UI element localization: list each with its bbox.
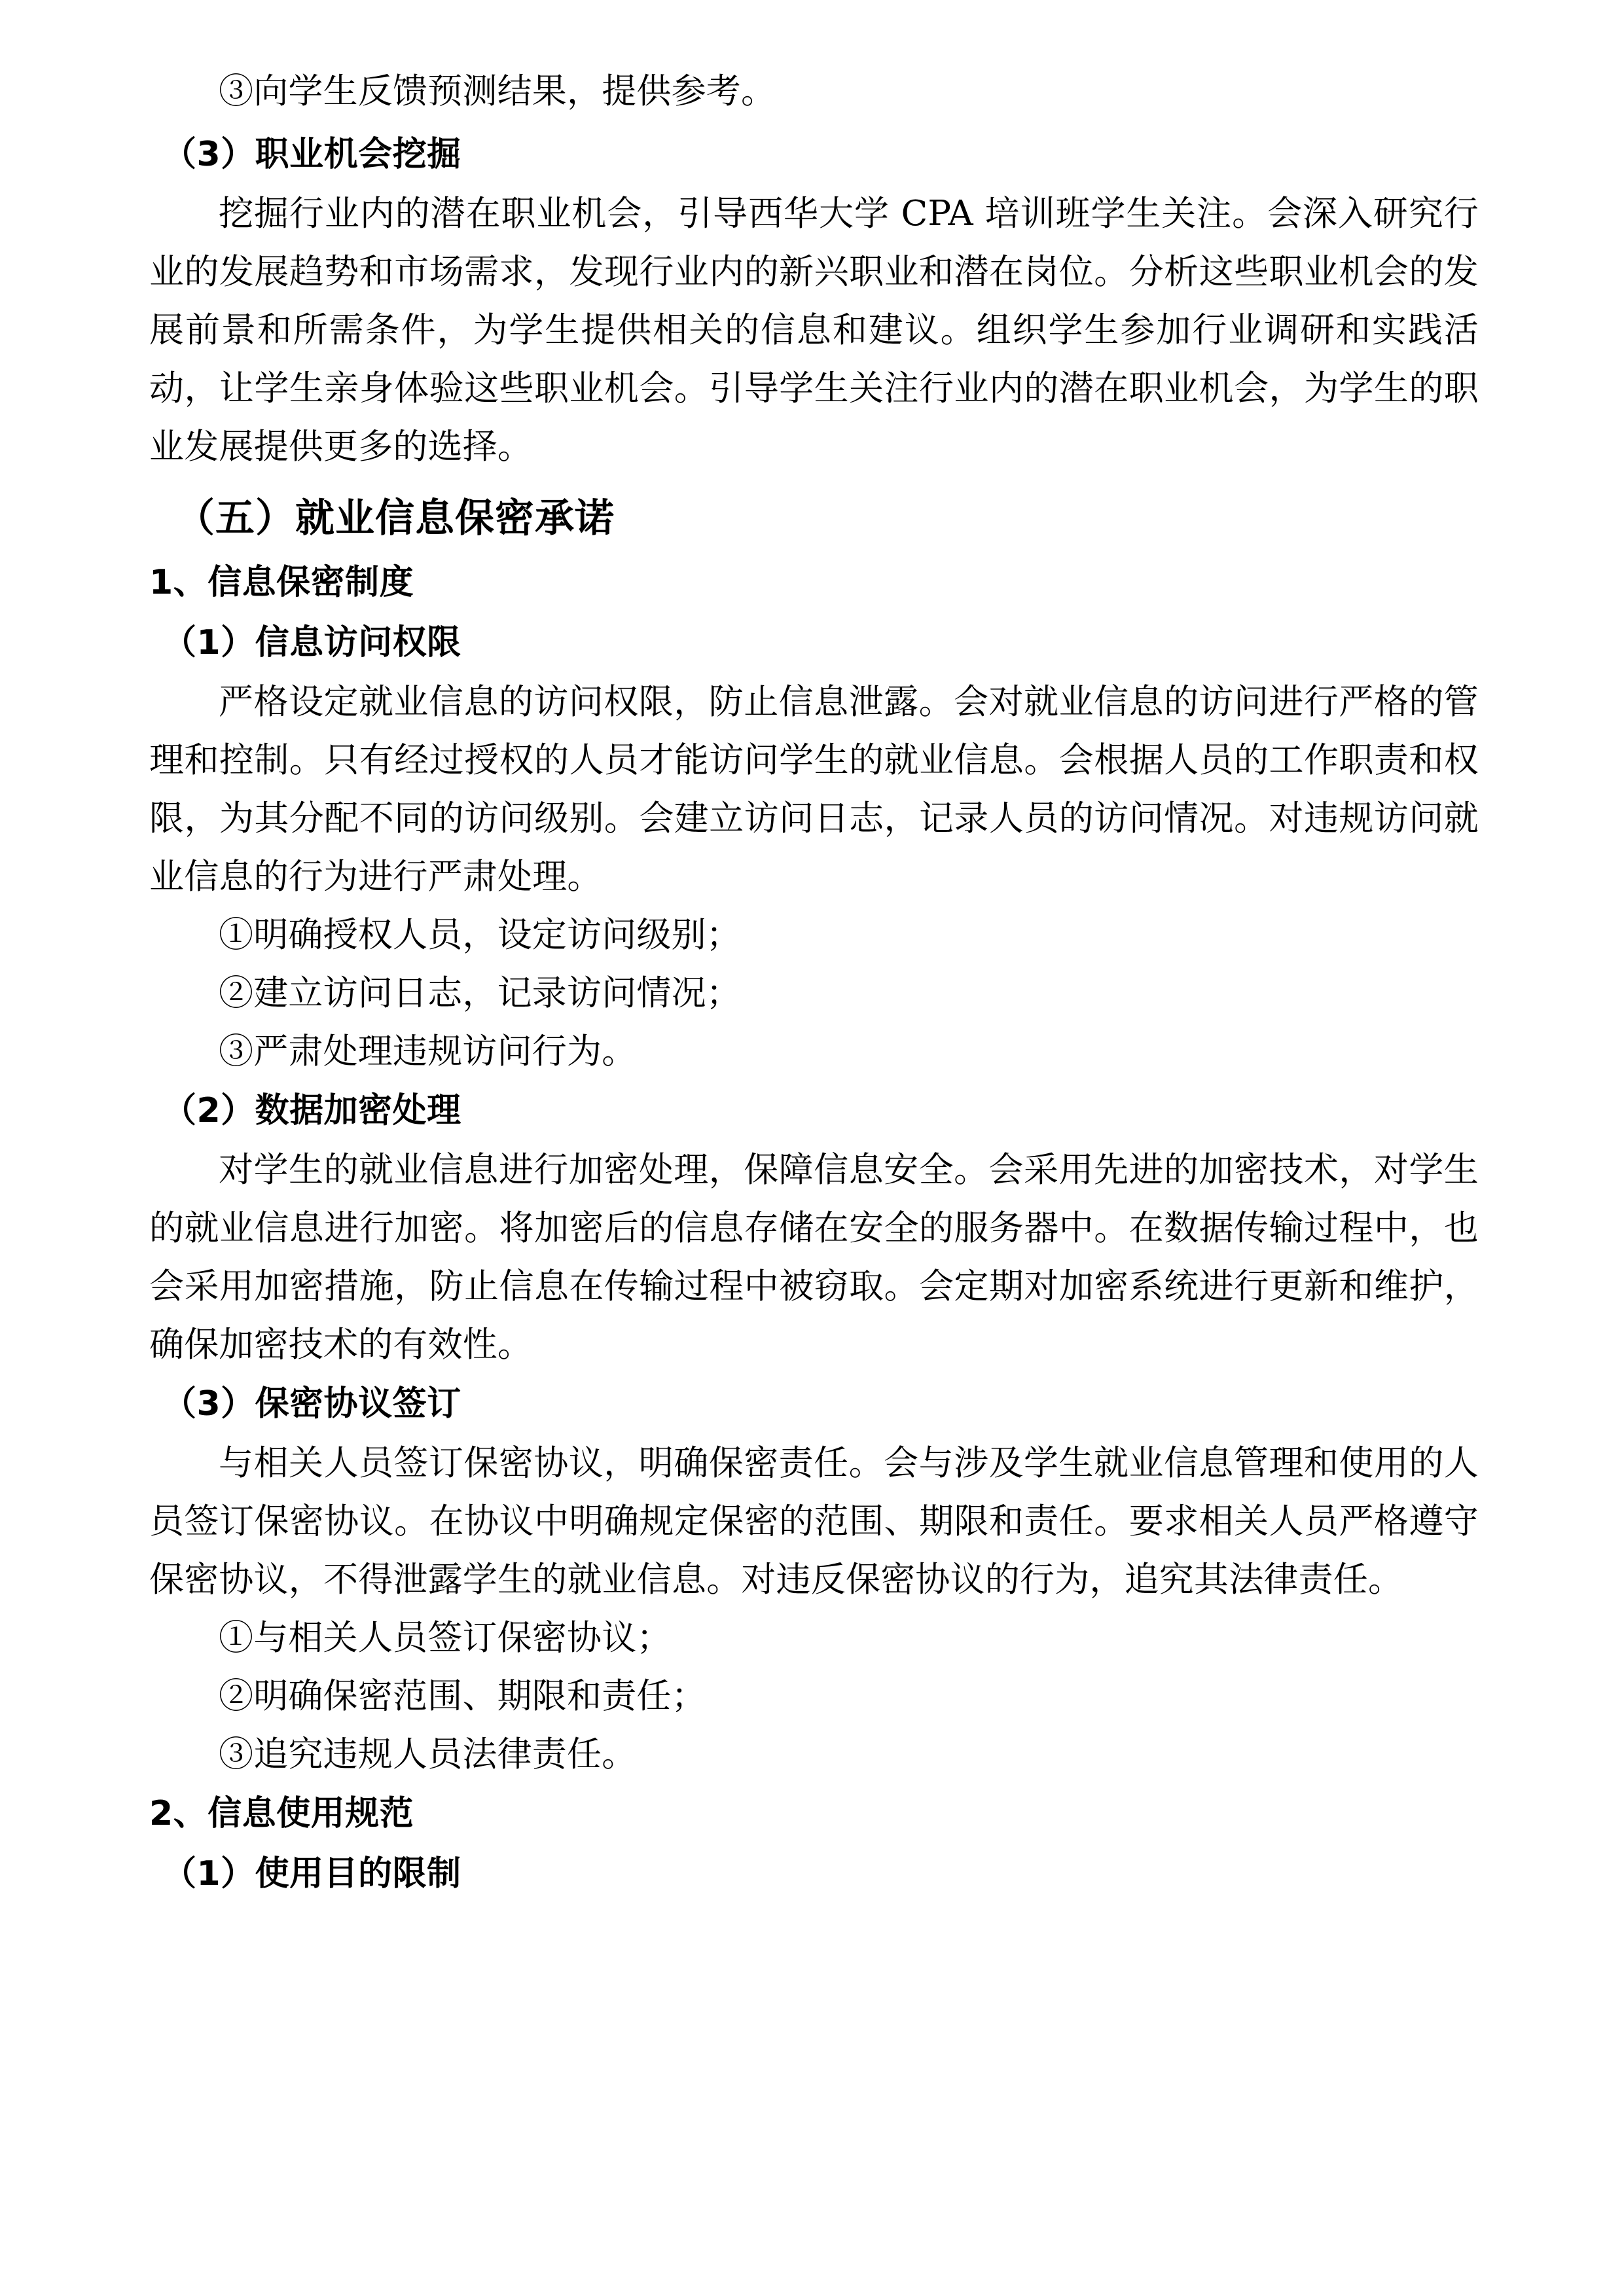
heading-confidentiality-system: 1、信息保密制度 [149,563,414,602]
heading-data-encryption: （2）数据加密处理 [162,1091,461,1130]
list-item-agreement-1: ①与相关人员签订保密协议； [219,1618,672,1658]
heading-purpose-limit: （1）使用目的限制 [162,1854,461,1893]
heading-confidentiality-agreement: （3）保密协议签订 [162,1384,461,1424]
list-item-agreement-2: ②明确保密范围、期限和责任； [219,1676,706,1716]
document-body [149,62,1479,1904]
list-item-access-2: ②建立访问日志，记录访问情况； [219,973,741,1013]
spacer [149,476,1479,485]
list-item-feedback: ③向学生反馈预测结果，提供参考。 [219,71,776,111]
paragraph-data-encryption: 对学生的就业信息进行加密处理，保障信息安全。会采用先进的加密技术，对学生的就业信息进行加密。将加密后的信息存储在安全的服务器中。在数据传输过程中，也会采用加密措施，防止信息在传输过程中被窃取。会定期对加密系统进行更新和维护，确保加密技术的有效性。 [149,1150,1479,1365]
list-item-access-1: ①明确授权人员，设定访问级别； [219,915,741,955]
list-item-agreement-3: ③追究违规人员法律责任。 [219,1734,637,1774]
heading-career-opportunity: （3）职业机会挖掘 [162,135,461,174]
heading-section-five: （五）就业信息保密承诺 [175,495,615,541]
paragraph-access-authority: 严格设定就业信息的访问权限，防止信息泄露。会对就业信息的访问进行严格的管理和控制。只有经过授权的人员才能访问学生的就业信息。会根据人员的工作职责和权限，为其分配不同的访问级别。会建立访问日志，记录人员的访问情况。对违规访问就业信息的行为进行严肃处理。 [149,682,1479,897]
paragraph-career-opportunity: 挖掘行业内的潜在职业机会，引导西华大学 CPA 培训班学生关注。会深入研究行业的发展趋势和市场需求，发现行业内的新兴职业和潜在岗位。分析这些职业机会的发展前景和所需条件，为学生提供相关的信息和建议。组织学生参加行业调研和实践活动，让学生亲身体验这些职业机会。引导学生关注行业内的潜在职业机会，为学生的职业发展提供更多的选择。 [149,194,1479,467]
heading-access-authority: （1）信息访问权限 [162,623,461,662]
heading-information-usage: 2、信息使用规范 [149,1794,414,1833]
list-item-access-3: ③严肃处理违规访问行为。 [219,1031,637,1071]
paragraph-confidentiality-agreement: 与相关人员签订保密协议，明确保密责任。会与涉及学生就业信息管理和使用的人员签订保密协议。在协议中明确规定保密的范围、期限和责任。要求相关人员严格遵守保密协议，不得泄露学生的就业信息。对违反保密协议的行为，追究其法律责任。 [149,1443,1479,1600]
